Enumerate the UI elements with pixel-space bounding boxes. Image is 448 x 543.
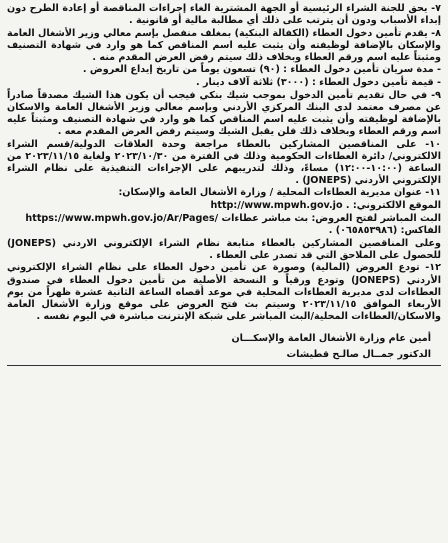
website-label: الموقع الالكتروني: [352, 200, 441, 211]
fax-label: الفاكس: [400, 225, 441, 237]
live-stream-link[interactable]: https://www.mpwh.gov.jo/Ar/Pages/ [25, 212, 219, 224]
live-stream-label: البث المباشر لفتح العروض: بث مباشر عطاءات [221, 212, 441, 224]
signature-block [7, 333, 441, 361]
website-link[interactable]: http://www.mpwh.gov.jo . [210, 200, 350, 211]
paragraph-7: ٧- يحق للجنة الشراء الرئيسية أو الجهة المشترية الغاء إجراءات المناقصة أو إعادة الطرح دون إبداء الأسباب ودون أن يترتب على ذلك أي مطالبة مالية أو قانونية . [7, 3, 441, 27]
paragraph-12: ١٢- تودع العروض (المالية) وصورة عن تأمين دخول العطاء على نظام الشراء الإلكتروني الأردني (JONEPS) وتودع ورقياً و النسخة الأصلية من تأمين دخول العطاء في صندوق العطاءات لدى مديرية العطاءات المحلية في موعد أقصاه الساعة الثانية عشرة ظهراً من يوم الأربعاء الموافق ٢٠٢٣/١١/١٥ وسيتم بث فتح العروض على موقع وزارة الأشغال العامة والاسكان/العطاءات المحلية/البث المباشر على شبكة الإنترنت مباشرة في اليوم نفسه . [7, 262, 441, 322]
guarantee-value: - قيمة تأمين دخول العطاء : (٣٠٠٠) ثلاثة آلاف دينار . [195, 77, 441, 89]
paragraph-11: ١١- عنوان مديرية العطاءات المحلية / وزارة الأشغال العامة والإسكان: [118, 187, 441, 199]
signature-name: الدكتور جمــال صالـح قطيشات [286, 349, 431, 361]
paragraph-8: ٨- يقدم تأمين دخول العطاء (الكفالة البنكية) بمغلف منفصل بإسم معالي وزير الأشغال العامة والإسكان بالإضافة لوظيفته وأن يثبت عليه اسم المناقص كما هو وارد في شهادة التصنيف ومثبتاً عليه اسم ورقم العطاء وبخلاف ذلك سيتم رفض العرض المقدم منه . [7, 27, 441, 63]
signature-title: أمين عام وزارة الأشغال العامة والإسكـــان [231, 332, 431, 344]
live-stream-line [7, 213, 441, 225]
website-line [7, 200, 441, 212]
paragraph-10: ١٠- على المناقصين المشاركين بالعطاء مراجعة وحدة العلاقات الدولية/قسم الشراء الالكتروني/ دائرة العطاءات الحكومية وذلك في الفترة من ٢٠٢٣/١٠/٣٠ ولغاية ٢٠٢٣/١١/١٥ من الساعة (١٠:٠٠-١٢:٠٠) مساءً، وذلك لتدريبهم على الإجراءات التنفيذية على نظام الشراء الإلكتروني الأردني (JONEPS) . [7, 138, 442, 186]
fax-line [7, 225, 441, 237]
fax-number: (٠٦٥٨٥٣٩٨٦) . [328, 225, 398, 237]
bottom-divider [7, 365, 441, 366]
guarantee-duration: - مدة سريان تأمين دخول العطاء : (٩٠) تسعون يوماً من تاريخ إيداع العروض . [82, 64, 441, 76]
joneps-follow-paragraph: وعلى المناقصين المشاركين بالعطاء متابعة نظام الشراء الإلكتروني الاردني (JONEPS) للحصول على الملاحق التي قد تصدر على العطاء . [7, 237, 441, 261]
paragraph-9: ٩- في حال تقديم تأمين الدخول بموجب شيك بنكي فيجب أن يكون هذا الشيك مصدقاً صادراً عن مصرف معتمد لدى البنك المركزي الأردني وبإسم معالي وزير الأشغال العامة والاسكان بالإضافة لوظيفته وأن يثبت عليه اسم المناقص كما هو وارد في شهادة التصنيف ومثبتاً عليه اسم ورقم العطاء وبخلاف ذلك فلن يقبل الشيك وسيتم رفض العرض المقدم معه . [7, 89, 441, 137]
